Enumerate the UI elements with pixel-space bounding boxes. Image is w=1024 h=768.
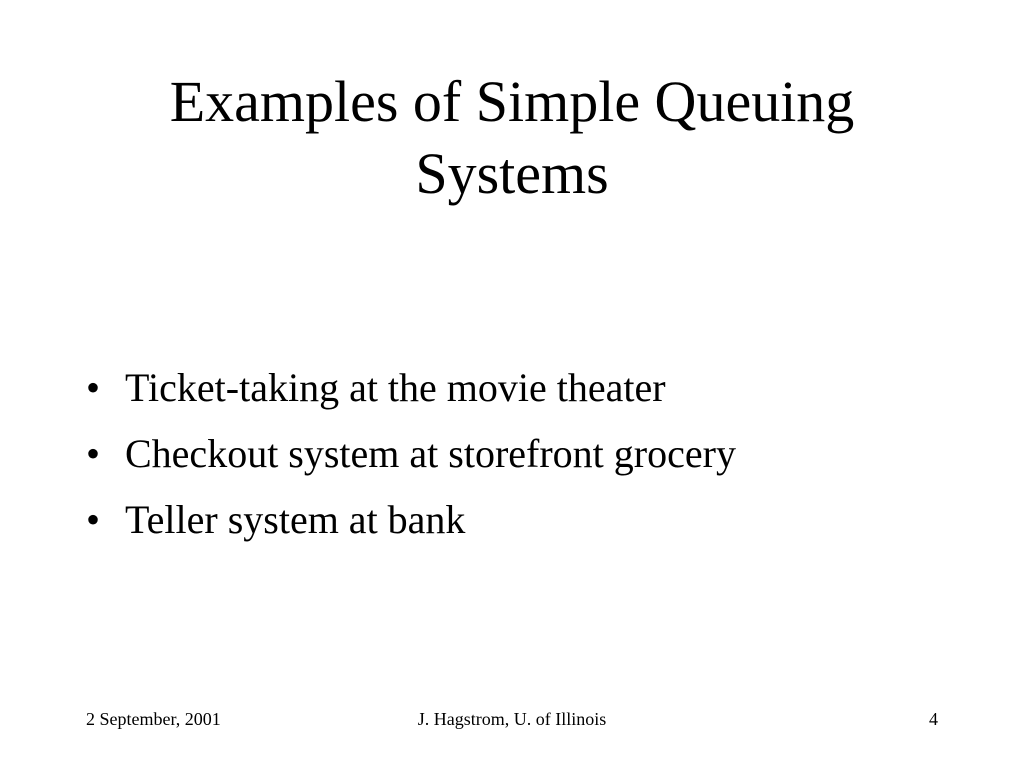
- bullet-icon: •: [86, 431, 101, 476]
- bullet-icon: •: [86, 497, 101, 542]
- bullet-item-teller: [86, 487, 736, 553]
- slide-title: [100, 66, 924, 210]
- footer-date: 2 September, 2001: [86, 709, 221, 729]
- footer-author: J. Hagstrom, U. of Illinois: [417, 709, 607, 729]
- bullet-icon: •: [86, 365, 101, 410]
- bullet-text: Checkout system at storefront grocery: [125, 431, 736, 476]
- bullet-text: Teller system at bank: [125, 497, 466, 542]
- bullet-item-checkout: [86, 421, 736, 487]
- slide-title-line-1: Examples of Simple Queuing: [169, 69, 855, 134]
- bullet-item-ticket-taking: [86, 355, 736, 421]
- slide-title-line-2: Systems: [415, 141, 609, 206]
- bullet-text: Ticket-taking at the movie theater: [125, 365, 666, 410]
- bullet-list: [86, 355, 736, 553]
- footer-page-number: 4: [929, 709, 938, 729]
